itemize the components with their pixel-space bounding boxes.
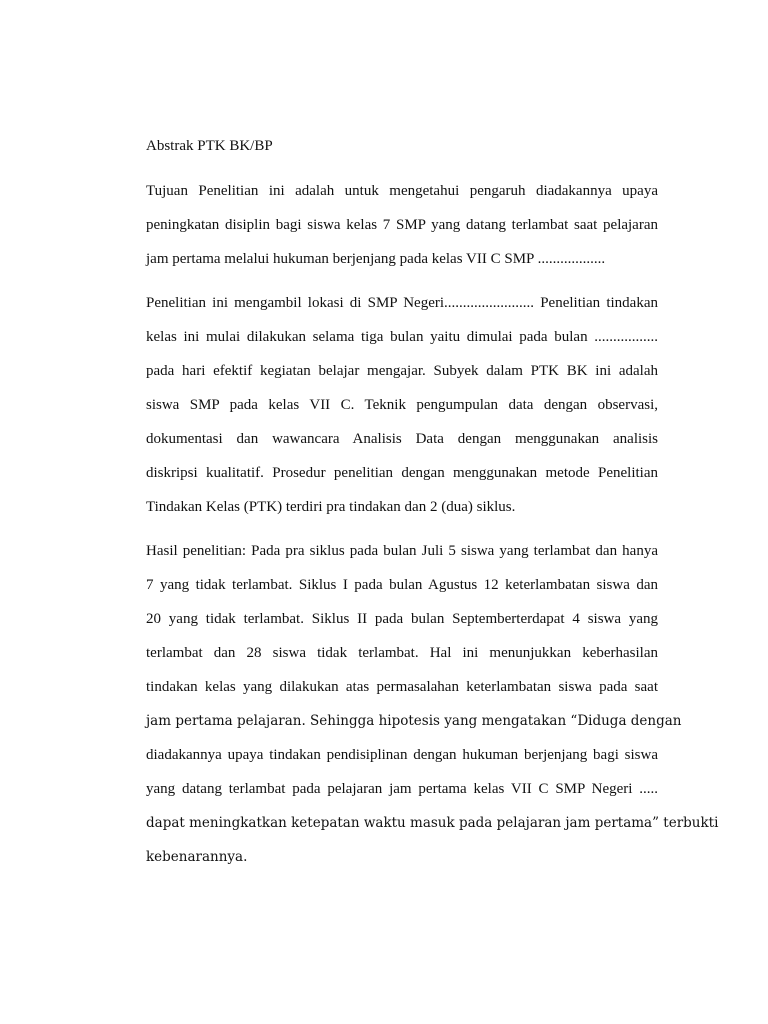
paragraph-3-line-5: tindakan kelas yang dilakukan atas permasalahan keterlambatan siswa pada saat <box>146 679 658 695</box>
paragraph-3-line-9: dapat meningkatkan ketepatan waktu masuk pada pelajaran jam pertama” terbukti <box>146 815 719 831</box>
paragraph-2-line-2: kelas ini mulai dilakukan selama tiga bulan yaitu dimulai pada bulan ................. <box>146 329 658 345</box>
paragraph-1-line-3: jam pertama melalui hukuman berjenjang pada kelas VII C SMP .................. <box>146 251 606 267</box>
paragraph-2-line-1: Penelitian ini mengambil lokasi di SMP Negeri........................ Penelitian tindakan <box>146 295 658 311</box>
paragraph-2-line-6: diskripsi kualitatif. Prosedur penelitian dengan menggunakan metode Penelitian <box>146 465 658 481</box>
paragraph-2-line-4: siswa SMP pada kelas VII C. Teknik pengumpulan data dengan observasi, <box>146 397 658 413</box>
paragraph-3-line-8: yang datang terlambat pada pelajaran jam pertama kelas VII C SMP Negeri ..... <box>146 781 658 797</box>
paragraph-3-line-2: 7 yang tidak terlambat. Siklus I pada bulan Agustus 12 keterlambatan siswa dan <box>146 577 658 593</box>
paragraph-1-line-1: Tujuan Penelitian ini adalah untuk mengetahui pengaruh diadakannya upaya <box>146 183 658 199</box>
paragraph-3-line-6: jam pertama pelajaran. Sehingga hipotesis yang mengatakan “Diduga dengan <box>146 713 682 729</box>
paragraph-2-line-7: Tindakan Kelas (PTK) terdiri pra tindakan dan 2 (dua) siklus. <box>146 499 516 515</box>
paragraph-2-line-3: pada hari efektif kegiatan belajar mengajar. Subyek dalam PTK BK ini adalah <box>146 363 658 379</box>
paragraph-3-line-3: 20 yang tidak terlambat. Siklus II pada bulan Septemberterdapat 4 siswa yang <box>146 611 658 627</box>
paragraph-3-line-10: kebenarannya. <box>146 849 248 865</box>
paragraph-2-line-5: dokumentasi dan wawancara Analisis Data dengan menggunakan analisis <box>146 431 658 447</box>
paragraph-3-line-4: terlambat dan 28 siswa tidak terlambat. Hal ini menunjukkan keberhasilan <box>146 645 658 661</box>
paragraph-3-line-1: Hasil penelitian: Pada pra siklus pada bulan Juli 5 siswa yang terlambat dan hanya <box>146 543 658 559</box>
paragraph-3-line-7: diadakannya upaya tindakan pendisiplinan dengan hukuman berjenjang bagi siswa <box>146 747 658 763</box>
paragraph-1-line-2: peningkatan disiplin bagi siswa kelas 7 SMP yang datang terlambat saat pelajaran <box>146 217 658 233</box>
document-title: Abstrak PTK BK/BP <box>146 138 273 154</box>
